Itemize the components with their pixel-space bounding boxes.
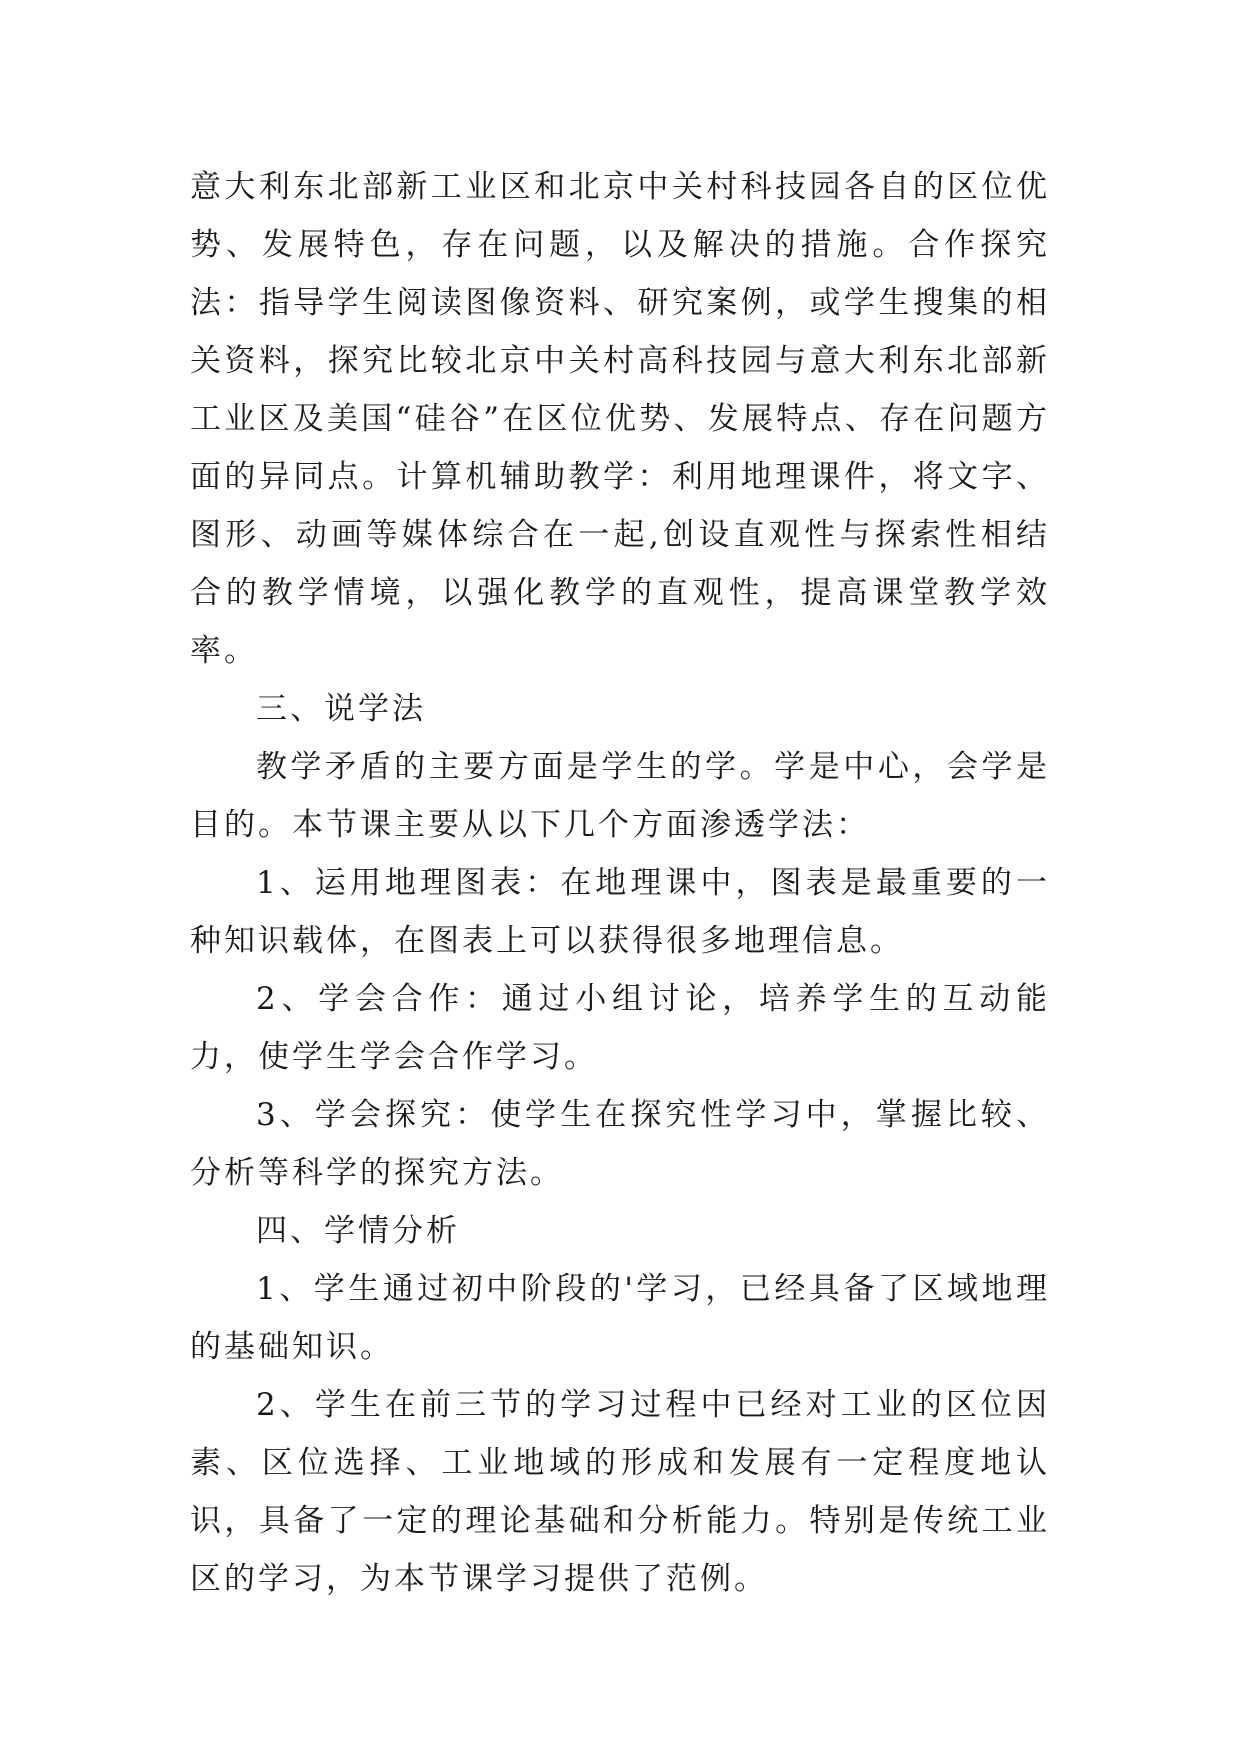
heading-student-analysis: 四、学情分析 [256, 1213, 460, 1249]
paragraph-learning-item-2: 2、学会合作：通过小组讨论，培养学生的互动能力，使学生学会合作学习。 [190, 981, 1050, 1075]
paragraph-analysis-item-1: 1、学生通过初中阶段的'学习，已经具备了区域地理的基础知识。 [190, 1271, 1050, 1365]
paragraph-learning-item-1: 1、运用地理图表：在地理课中，图表是最重要的一种知识载体，在图表上可以获得很多地理信息。 [190, 865, 1050, 959]
paragraph-analysis-item-2: 2、学生在前三节的学习过程中已经对工业的区位因素、区位选择、工业地域的形成和发展有一定程度地认识，具备了一定的理论基础和分析能力。特别是传统工业区的学习，为本节课学习提供了范例。 [190, 1387, 1050, 1597]
heading-learning-methods: 三、说学法 [256, 691, 426, 727]
paragraph-learning-item-3: 3、学会探究：使学生在探究性学习中，掌握比较、分析等科学的探究方法。 [190, 1097, 1050, 1191]
paragraph-teaching-methods-continued: 意大利东北部新工业区和北京中关村科技园各自的区位优势、发展特色，存在问题，以及解决的措施。合作探究法：指导学生阅读图像资料、研究案例，或学生搜集的相关资料，探究比较北京中关村高科技园与意大利东北部新工业区及美国“硅谷”在区位优势、发展特点、存在问题方面的异同点。计算机辅助教学：利用地理课件，将文字、图形、动画等媒体综合在一起,创设直观性与探索性相结合的教学情境，以强化教学的直观性，提高课堂教学效率。 [190, 169, 1050, 669]
document-body [190, 158, 1050, 1608]
paragraph-learning-intro: 教学矛盾的主要方面是学生的学。学是中心，会学是目的。本节课主要从以下几个方面渗透学法： [190, 749, 1050, 843]
